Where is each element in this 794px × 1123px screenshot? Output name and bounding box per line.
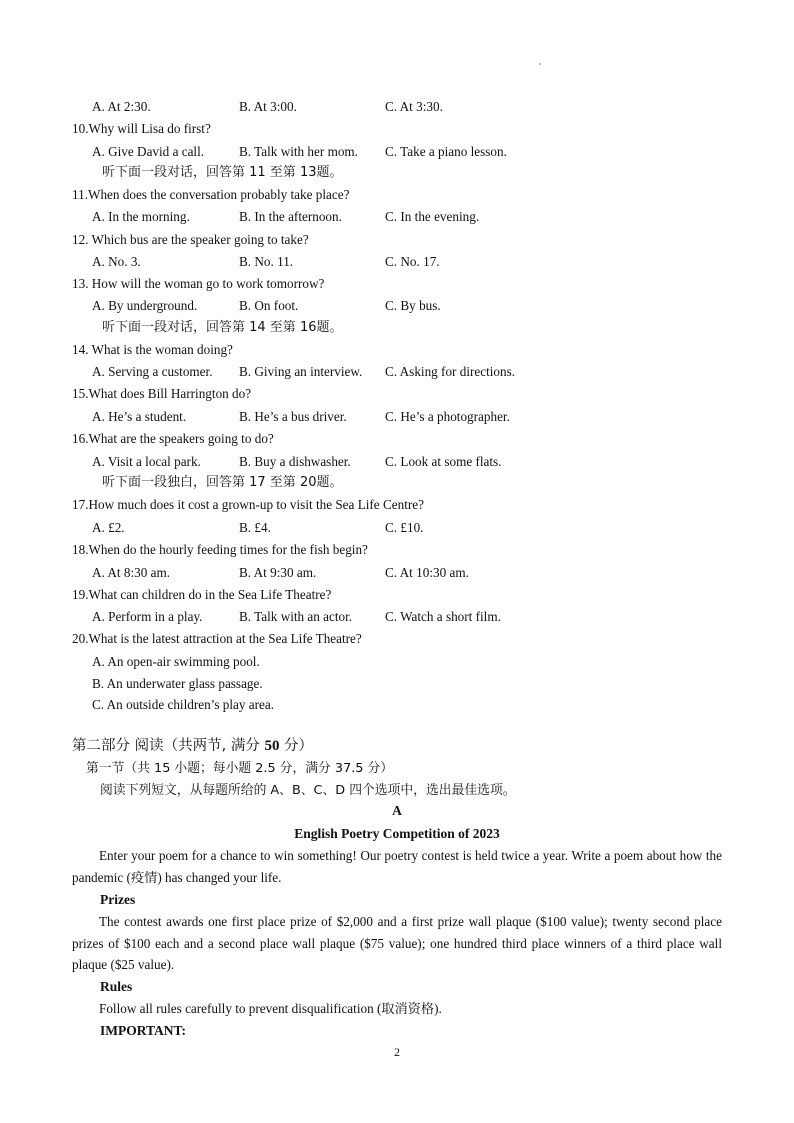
question-19: [72, 587, 331, 603]
option-c: C. Take a piano lesson.: [385, 144, 507, 159]
question-14: [72, 342, 233, 358]
question-number: 17.: [72, 497, 89, 512]
listening-note: 听下面一段对话，回答第 11 至第 13题。: [102, 165, 343, 180]
question-16: [72, 431, 274, 447]
question-13: [72, 276, 324, 292]
option-c: C. No. 17.: [385, 254, 440, 269]
question-stem: What can children do in the Sea Life Theatre?: [88, 587, 332, 602]
question-stem: What are the speakers going to do?: [88, 431, 274, 446]
question-stem: When do the hourly feeding times for the fish begin?: [88, 542, 368, 557]
question-number: 14.: [72, 342, 89, 357]
reading-instruction: 阅读下列短文，从每题所给的 A、B、C、D 四个选项中，选出最佳选项。: [100, 783, 516, 798]
question-number: 18.: [72, 542, 89, 557]
option-b: B. An underwater glass passage.: [92, 676, 263, 691]
question-12: [72, 232, 309, 248]
scan-mark: [539, 63, 541, 65]
option-a: A. At 8:30 am.: [92, 565, 171, 580]
question-stem: What is the latest attraction at the Sea Life Theatre?: [88, 631, 362, 646]
option-c: C. £10.: [385, 520, 424, 535]
question-10: [72, 121, 211, 137]
option-c: C. An outside children’s play area.: [92, 697, 275, 712]
passage-title: English Poetry Competition of 2023: [294, 826, 500, 841]
part-score: 50: [264, 738, 280, 754]
question-11: [72, 187, 349, 203]
option-a: A. Give David a call.: [92, 144, 205, 159]
option-b: B. Talk with an actor.: [239, 609, 353, 624]
option-a: A. £2.: [92, 520, 125, 535]
question-20: [72, 631, 362, 647]
option-a: A. An open-air swimming pool.: [92, 654, 260, 669]
option-a: A. Perform in a play.: [92, 609, 203, 624]
rules-heading: Rules: [100, 979, 133, 994]
question-number: 16.: [72, 431, 89, 446]
part-title-suffix: 分）: [279, 738, 314, 754]
option-b: B. At 3:00.: [239, 99, 297, 114]
prizes-paragraph: The contest awards one first place prize of $2,000 and a first prize wall plaque ($100 value); twenty second place prizes of $100 each and a second place wall plaque ($75 value); one hundred third place winners of a third place wall plaque ($25 value).: [72, 914, 722, 972]
part-two-heading: [72, 734, 313, 755]
option-b: B. On foot.: [239, 298, 299, 313]
prizes-heading: Prizes: [100, 892, 136, 907]
question-stem: What does Bill Harrington do?: [88, 386, 252, 401]
question-15: [72, 386, 251, 402]
important-heading: IMPORTANT:: [100, 1023, 187, 1038]
listening-note: 听下面一段独白，回答第 17 至第 20题。: [102, 475, 343, 490]
option-b: B. He’s a bus driver.: [239, 409, 347, 424]
option-a: A. By underground.: [92, 298, 198, 313]
option-c: C. In the evening.: [385, 209, 480, 224]
option-b: B. No. 11.: [239, 254, 294, 269]
option-c: C. At 10:30 am.: [385, 565, 469, 580]
option-c: C. Look at some flats.: [385, 454, 502, 469]
option-a: A. Serving a customer.: [92, 364, 213, 379]
passage-letter: A: [392, 803, 402, 818]
question-number: 20.: [72, 631, 89, 646]
option-a: A. Visit a local park.: [92, 454, 201, 469]
question-stem: When does the conversation probably take place?: [88, 187, 350, 202]
passage-intro: Enter your poem for a chance to win something! Our poetry contest is held twice a year. Write a poem about how the pandemic (疫情) has changed your life.: [72, 848, 722, 885]
question-stem: How much does it cost a grown-up to visit the Sea Life Centre?: [88, 497, 424, 512]
question-18: [72, 542, 368, 558]
option-b: B. At 9:30 am.: [239, 565, 317, 580]
option-a: A. He’s a student.: [92, 409, 187, 424]
option-c: C. By bus.: [385, 298, 441, 313]
question-stem: Why will Lisa do first?: [88, 121, 211, 136]
option-c: C. At 3:30.: [385, 99, 443, 114]
question-number: 15.: [72, 386, 89, 401]
question-number: 11.: [72, 187, 88, 202]
section-one-heading: 第一节（共 15 小题；每小题 2.5 分，满分 37.5 分）: [86, 761, 394, 776]
question-number: 12.: [72, 232, 89, 247]
option-b: B. Buy a dishwasher.: [239, 454, 351, 469]
rules-paragraph: Follow all rules carefully to prevent disqualification (取消资格).: [99, 1001, 442, 1016]
question-number: 13.: [72, 276, 89, 291]
option-a: A. In the morning.: [92, 209, 190, 224]
question-stem: How will the woman go to work tomorrow?: [88, 276, 325, 291]
question-number: 10.: [72, 121, 89, 136]
question-number: 19.: [72, 587, 89, 602]
question-stem: Which bus are the speaker going to take?: [88, 232, 309, 247]
option-b: B. Giving an interview.: [239, 364, 363, 379]
option-a: A. No. 3.: [92, 254, 141, 269]
page-number: 2: [394, 1045, 400, 1059]
option-c: C. Asking for directions.: [385, 364, 516, 379]
option-b: B. £4.: [239, 520, 271, 535]
option-b: B. In the afternoon.: [239, 209, 342, 224]
question-stem: What is the woman doing?: [88, 342, 233, 357]
option-a: A. At 2:30.: [92, 99, 151, 114]
option-c: C. He’s a photographer.: [385, 409, 510, 424]
listening-note: 听下面一段对话，回答第 14 至第 16题。: [102, 320, 343, 335]
option-c: C. Watch a short film.: [385, 609, 501, 624]
part-title-prefix: 第二部分 阅读（共两节, 满分: [72, 738, 265, 754]
question-17: [72, 497, 424, 513]
option-b: B. Talk with her mom.: [239, 144, 358, 159]
